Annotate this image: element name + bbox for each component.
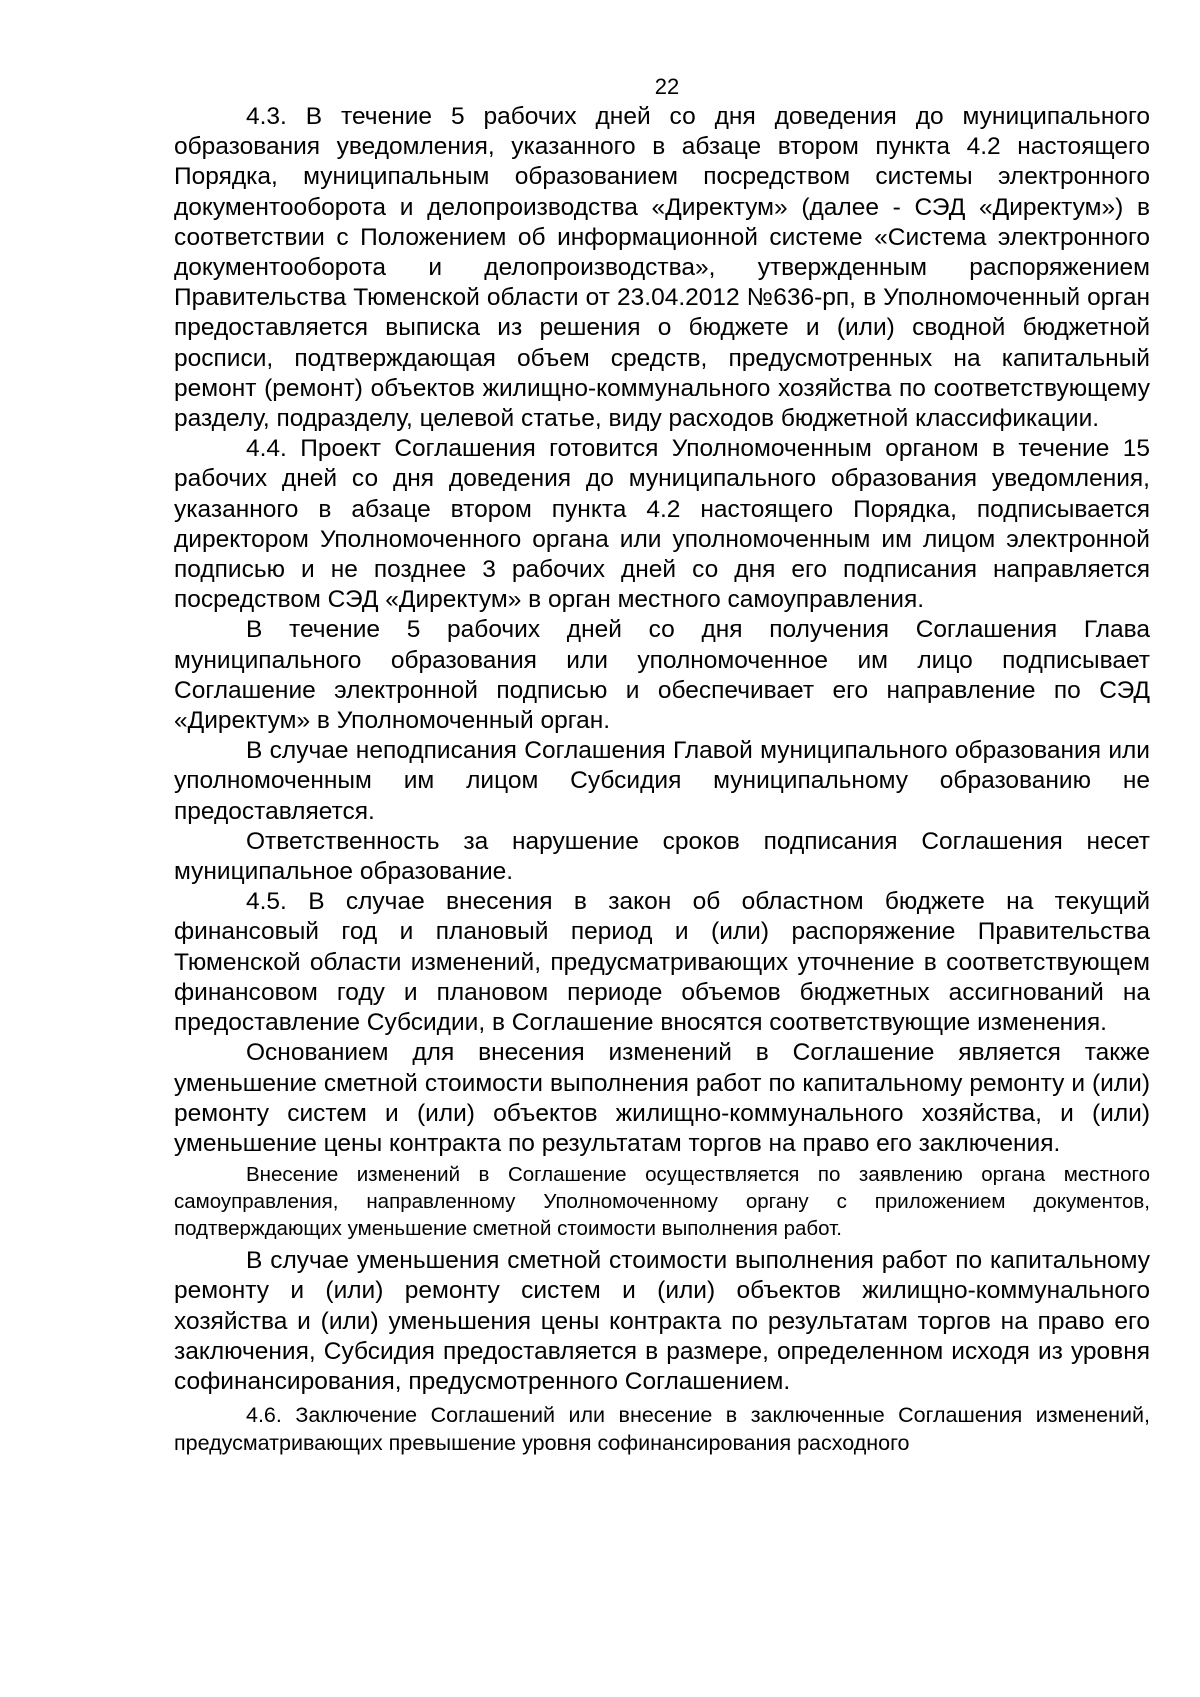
page-number: 22: [654, 74, 680, 99]
document-page: [174, 72, 1150, 1457]
paragraph-4-3: 4.3. В течение 5 рабочих дней со дня доведения до муниципального образования уведомления, указанного в абзаце втором пункта 4.2 настоящего Порядка, муниципальным образованием посредством системы электронного документооборота и делопроизводства «Директум» (далее - СЭД «Директум») в соответствии с Положением об информационной системе «Система электронного документооборота и делопроизводства», утвержденным распоряжением Правительства Тюменской области от 23.04.2012 №636-рп, в Уполномоченный орган предоставляется выписка из решения о бюджете и (или) сводной бюджетной росписи, подтверждающая объем средств, предусмотренных на капитальный ремонт (ремонт) объектов жилищно-коммунального хозяйства по соответствующему разделу, подразделу, целевой статье, виду расходов бюджетной классификации.: [174, 103, 1150, 433]
paragraph-changes-procedure: Внесение изменений в Соглашение осуществляется по заявлению органа местного самоуправления, направленному Уполномоченному органу с приложением документов, подтверждающих уменьшение сметной стоимости выполнения работ.: [174, 1163, 1150, 1241]
paragraph-signing-deadline: В течение 5 рабочих дней со дня получения Соглашения Глава муниципального образования или уполномоченное им лицо подписывает Соглашение электронной подписью и обеспечивает его направление по СЭД «Директум» в Уполномоченный орган.: [174, 616, 1150, 735]
paragraph-4-5: 4.5. В случае внесения в закон об областном бюджете на текущий финансовый год и плановый период и (или) распоряжение Правительства Тюменской области изменений, предусматривающих уточнение в соответствующем финансовом году и плановом периоде объемов бюджетных ассигнований на предоставление Субсидии, в Соглашение вносятся соответствующие изменения.: [174, 888, 1150, 1037]
paragraph-grounds-for-changes: Основанием для внесения изменений в Соглашение является также уменьшение сметной стоимости выполнения работ по капитальному ремонту и (или) ремонту систем и (или) объектов жилищно-коммунального хозяйства, и (или) уменьшение цены контракта по результатам торгов на право его заключения.: [174, 1039, 1150, 1157]
paragraph-4-4: 4.4. Проект Соглашения готовится Уполномоченным органом в течение 15 рабочих дней со дня доведения до муниципального образования уведомления, указанного в абзаце втором пункта 4.2 настоящего Порядка, подписывается директором Уполномоченного органа или уполномоченным им лицом электронной подписью и не позднее 3 рабочих дней со дня его подписания направляется посредством СЭД «Директум» в орган местного самоуправления.: [174, 435, 1150, 614]
paragraph-non-signing: В случае неподписания Соглашения Главой муниципального образования или уполномоченным им лицом Субсидия муниципальному образованию не предоставляется.: [174, 737, 1150, 825]
paragraph-4-6: 4.6. Заключение Соглашений или внесение в заключенные Соглашения изменений, предусматривающих превышение уровня софинансирования расходного: [174, 1403, 1150, 1456]
paragraph-cost-reduction: В случае уменьшения сметной стоимости выполнения работ по капитальному ремонту и (или) ремонту систем и (или) объектов жилищно-коммунального хозяйства и (или) уменьшения цены контракта по результатам торгов на право его заключения, Субсидия предоставляется в размере, определенном исходя из уровня софинансирования, предусмотренного Соглашением.: [174, 1247, 1150, 1395]
paragraph-responsibility: Ответственность за нарушение сроков подписания Соглашения несет муниципальное образование.: [174, 827, 1150, 886]
